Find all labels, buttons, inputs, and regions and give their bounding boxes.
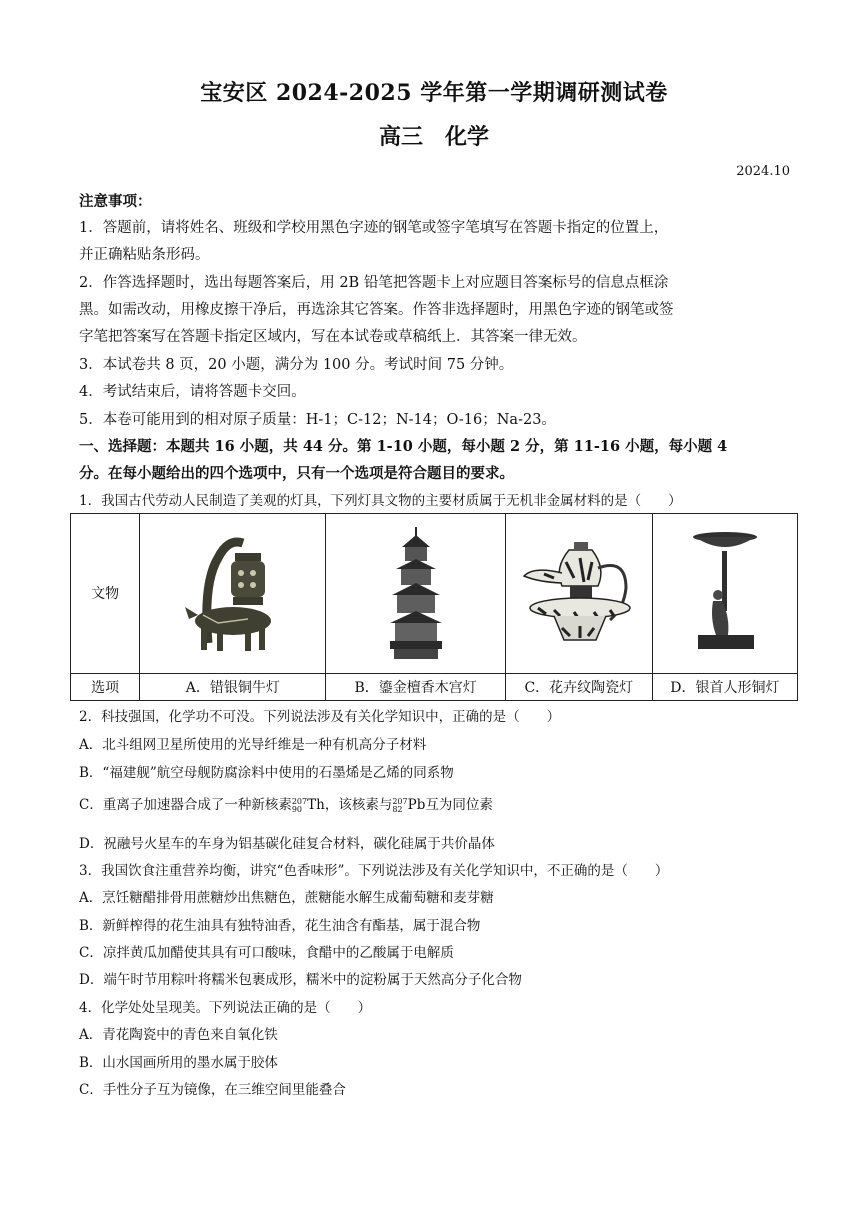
question-2-stem: 2．科技强国，化学功不可没。下列说法涉及有关化学知识中，正确的是（ ） — [79, 709, 561, 725]
question-2-option-c — [79, 793, 493, 814]
option-c: C．花卉纹陶瓷灯 — [505, 673, 652, 700]
option-c-suffix: 互为同位素 — [425, 797, 493, 813]
option-c-middle: ，该核素与 — [324, 797, 393, 813]
question-3-stem: 3．我国饮食注重营养均衡，讲究“色香味形”。下列说法涉及有关化学知识中，不正确的是（ ） — [79, 863, 669, 879]
question-3-option-d: D．端午时节用粽叶将糯米包裹成形，糯米中的淀粉属于天然高分子化合物 — [79, 972, 522, 988]
exam-date: 2024.10 — [736, 164, 790, 179]
relic-image-cell-c — [505, 514, 652, 674]
question-4-option-b: B．山水国画所用的墨水属于胶体 — [79, 1055, 278, 1071]
question-3-option-b: B．新鲜榨得的花生油具有独特油香，花生油含有酯基，属于混合物 — [79, 918, 481, 934]
nuclide-pb-indices — [392, 798, 407, 814]
relic-image-cell-a — [140, 514, 326, 674]
nuclide-th-indices — [292, 798, 307, 814]
notice-line: 2．作答选择题时，选出每题答案后，用 2B 铅笔把答题卡上对应题目答案标号的信息点框涂 — [79, 275, 669, 291]
notice-line: 3．本试卷共 8 页，20 小题，满分为 100 分。考试时间 75 分钟。 — [79, 357, 514, 373]
option-c-prefix: C．重离子加速器合成了一种新核素 — [79, 797, 292, 813]
silver-head-human-bronze-lamp-image — [680, 523, 770, 663]
notice-line: 4．考试结束后，请将答题卡交回。 — [79, 384, 306, 400]
notice-line: 5．本卷可能用到的相对原子质量：H-1；C-12；N-14；O-16；Na-23。 — [79, 412, 556, 428]
th-symbol: Th — [307, 797, 325, 813]
question-4-option-a: A．青花陶瓷中的青色来自氧化铁 — [79, 1027, 278, 1043]
exam-title: 宝安区 2024-2025 学年第一学期调研测试卷 — [200, 80, 668, 106]
question-2-option-d: D．祝融号火星车的车身为铝基碳化硅复合材料，碳化硅属于共价晶体 — [79, 836, 495, 852]
row-label-relic: 文物 — [71, 514, 140, 674]
floral-ceramic-lamp-image — [514, 528, 644, 658]
notice-heading: 注意事项： — [79, 193, 152, 210]
question-3-option-a: A．烹饪糖醋排骨用蔗糖炒出焦糖色，蔗糖能水解生成葡萄糖和麦芽糖 — [79, 890, 494, 906]
question-4-option-c: C．手性分子互为镜像，在三维空间里能叠合 — [79, 1082, 346, 1098]
notice-line: 字笔把答案写在答题卡指定区域内，写在本试卷或草稿纸上．其答案一律无效。 — [79, 329, 587, 345]
gilt-sandalwood-palace-lamp-image — [376, 523, 456, 663]
section-heading-line: 一、选择题：本题共 16 小题，共 44 分。第 1-10 小题，每小题 2 分，第 11-16 小题，每小题 4 — [79, 438, 728, 455]
option-a: A．错银铜牛灯 — [140, 673, 326, 700]
question-3-option-c: C．凉拌黄瓜加醋使其具有可口酸味，食醋中的乙酸属于电解质 — [79, 945, 454, 961]
row-label-option: 选项 — [71, 673, 140, 700]
bronze-ox-lamp-image — [173, 523, 293, 663]
relic-image-cell-b — [326, 514, 506, 674]
relic-image-cell-d — [652, 514, 797, 674]
exam-subtitle: 高三 化学 — [378, 124, 489, 150]
th-mass-number: 207 — [291, 796, 308, 806]
notice-line: 并正确粘贴条形码。 — [79, 247, 210, 263]
question-2-option-b: B．“福建舰”航空母舰防腐涂料中使用的石墨烯是乙烯的同系物 — [79, 765, 454, 781]
pb-symbol: Pb — [407, 797, 426, 813]
question-2-option-a: A．北斗组网卫星所使用的光导纤维是一种有机高分子材料 — [79, 737, 427, 753]
option-b: B．鎏金檀香木宫灯 — [326, 673, 506, 700]
option-d: D．银首人形铜灯 — [652, 673, 797, 700]
relic-table — [70, 513, 798, 701]
section-heading-line: 分。在每小题给出的四个选项中，只有一个选项是符合题目的要求。 — [79, 465, 514, 482]
pb-mass-number: 207 — [392, 796, 408, 806]
question-1-stem: 1．我国古代劳动人民制造了美观的灯具，下列灯具文物的主要材质属于无机非金属材料的是（ ） — [79, 493, 682, 509]
pb-atomic-number: 82 — [392, 804, 403, 814]
question-4-stem: 4．化学处处呈现美。下列说法正确的是（ ） — [79, 1000, 372, 1016]
notice-line: 黑。如需改动，用橡皮擦干净后，再选涂其它答案。作答非选择题时，用黑色字迹的钢笔或签 — [79, 302, 674, 318]
th-atomic-number: 90 — [291, 804, 303, 814]
notice-line: 1．答题前，请将姓名、班级和学校用黑色字迹的钢笔或签字笔填写在答题卡指定的位置上， — [79, 220, 669, 236]
